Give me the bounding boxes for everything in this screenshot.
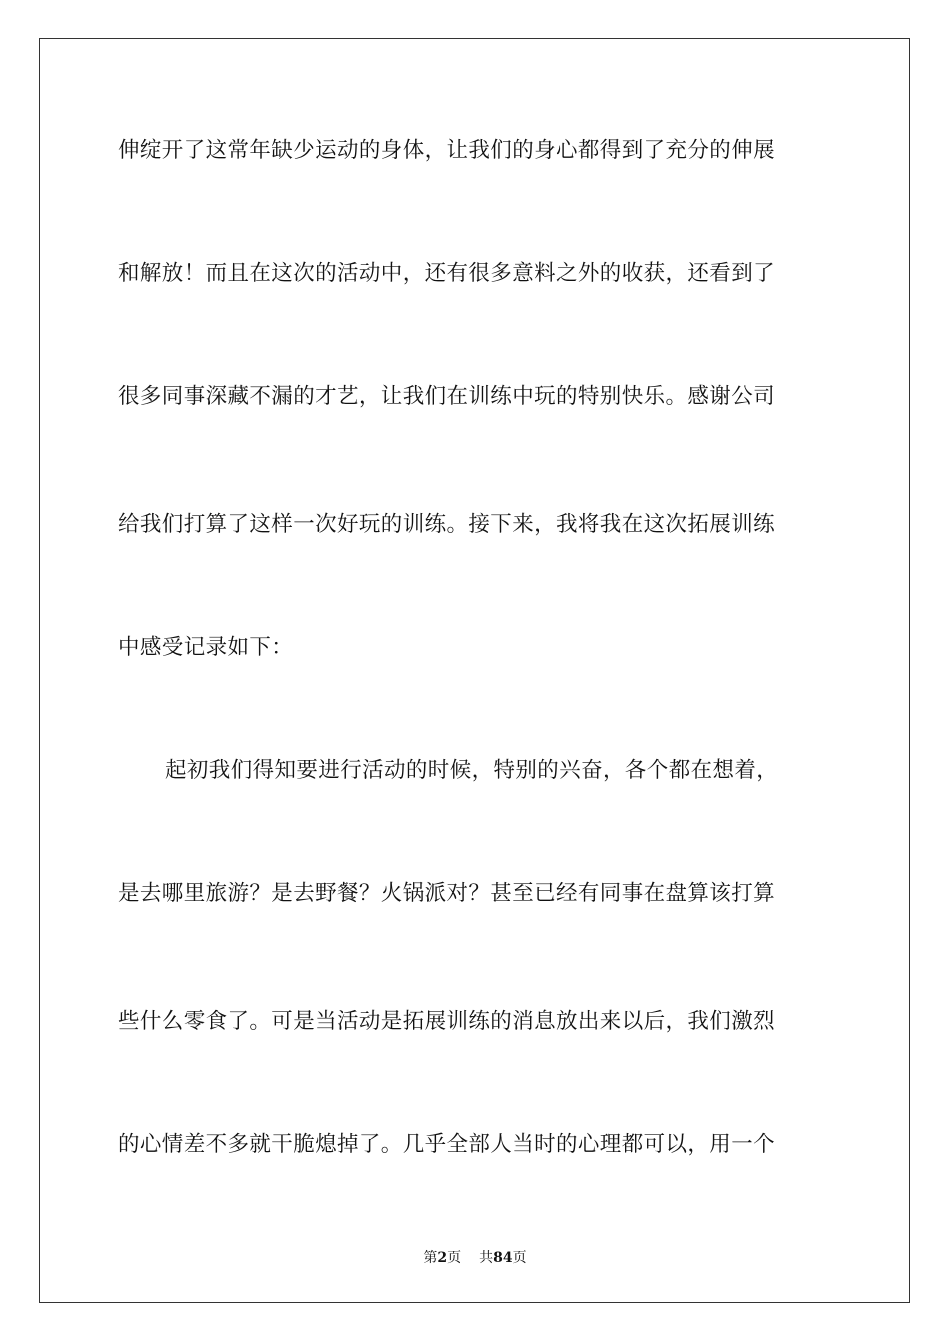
page-prefix: 第 [423, 1250, 438, 1266]
page-suffix: 页 [447, 1250, 462, 1266]
page-border [39, 38, 910, 1303]
total-suffix: 页 [512, 1250, 527, 1266]
body-text-line-2: 和解放！而且在这次的活动中，还有很多意料之外的收获，还看到了 [118, 261, 776, 286]
page-footer [0, 1247, 950, 1267]
body-text-line-8: 些什么零食了。可是当活动是拓展训练的消息放出来以后，我们激烈 [118, 1009, 776, 1034]
body-text-line-4: 给我们打算了这样一次好玩的训练。接下来，我将我在这次拓展训练 [118, 512, 776, 537]
body-text-line-9: 的心情差不多就干脆熄掉了。几乎全部人当时的心理都可以，用一个 [118, 1132, 776, 1157]
paragraph-start-line: 起初我们得知要进行活动的时候，特别的兴奋，各个都在想着， [165, 758, 779, 783]
body-text-line-3: 很多同事深藏不漏的才艺，让我们在训练中玩的特别快乐。感谢公司 [118, 384, 776, 409]
current-page-number: 2 [437, 1250, 448, 1266]
body-text-line-1: 伸绽开了这常年缺少运动的身体，让我们的身心都得到了充分的伸展 [118, 138, 776, 163]
total-page-count: 84 [493, 1250, 513, 1266]
body-text-line-7: 是去哪里旅游？是去野餐？火锅派对？甚至已经有同事在盘算该打算 [118, 881, 776, 906]
total-prefix: 共 [479, 1250, 494, 1266]
body-text-line-5: 中感受记录如下： [118, 635, 294, 660]
